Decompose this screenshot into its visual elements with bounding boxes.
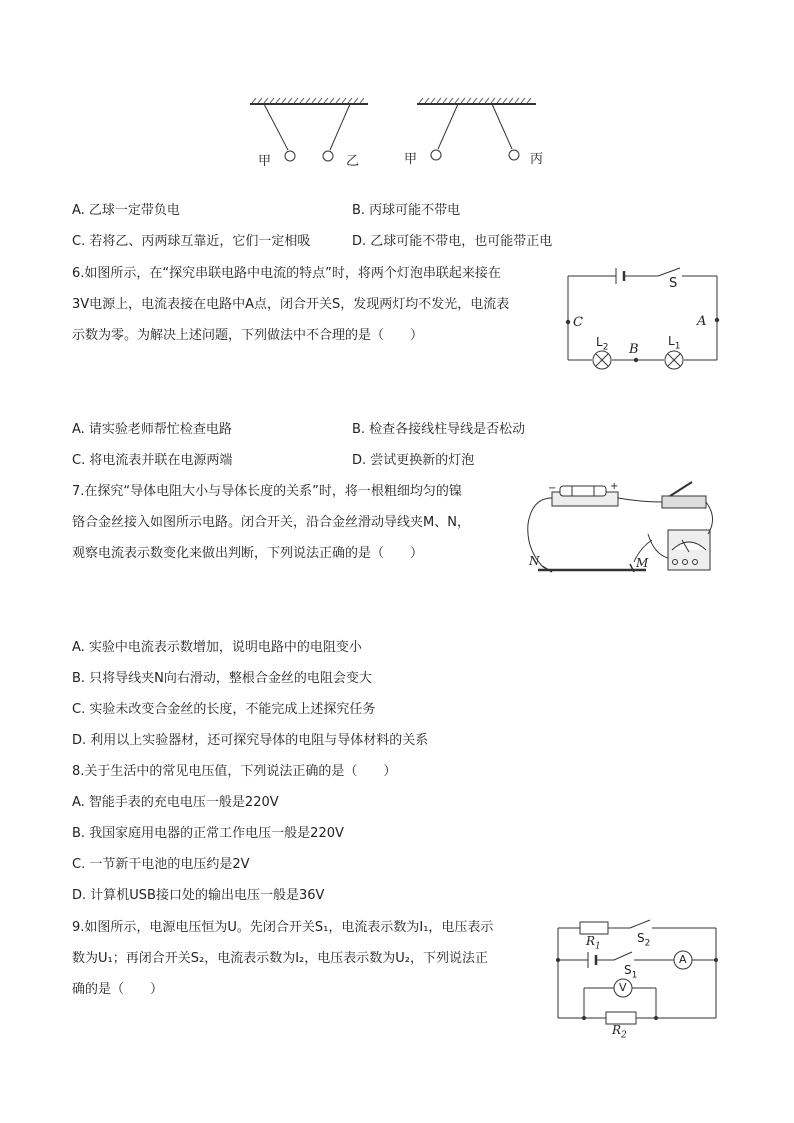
q8-option-d: D. 计算机USB接口处的输出电压一般是36V <box>72 888 325 903</box>
q7-stem-line-2: 铬合金丝接入如图所示电路。闭合开关，沿合金丝滑动导线夹M、N， <box>72 515 470 530</box>
lamp-label-l1: $L_1$ <box>668 334 681 352</box>
q6-option-d: D. 尝试更换新的灯泡 <box>352 453 475 468</box>
q6-stem-line-3: 示数为零。为解决上述问题，下列做法中不合理的是（ ） <box>72 328 424 343</box>
q8-stem: 8.关于生活中的常见电压值，下列说法正确的是（ ） <box>72 764 397 779</box>
q9-stem-line-1: 9.如图所示，电源电压恒为U。先闭合开关S₁，电流表示数为I₁，电压表示 <box>72 920 494 935</box>
q7-option-d: D. 利用以上实验器材，还可探究导体的电阻与导体材料的关系 <box>72 733 429 748</box>
q5-option-c: C. 若将乙、丙两球互靠近，它们一定相吸 <box>72 234 311 249</box>
q5-option-a: A. 乙球一定带负电 <box>72 203 180 218</box>
q7-option-c: C. 实验未改变合金丝的长度，不能完成上述探究任务 <box>72 702 376 717</box>
clip-label-n: N <box>529 554 540 568</box>
q6-option-c: C. 将电流表并联在电源两端 <box>72 453 233 468</box>
q9-stem-line-3: 确的是（ ） <box>72 982 164 997</box>
ball-label-jia-1: 甲 <box>258 154 272 169</box>
q6-stem-line-2: 3V电源上，电流表接在电路中A点，闭合开关S，发现两灯均不发光，电流表 <box>72 297 510 312</box>
q7-stem-line-3: 观察电流表示数变化来做出判断，下列说法正确的是（ ） <box>72 546 424 561</box>
q6-stem-line-1: 6.如图所示，在“探究串联电路中电流的特点”时，将两个灯泡串联起来接在 <box>72 266 501 281</box>
resistor-label-r1: $R_1$ <box>586 934 601 952</box>
charged-balls-figure <box>240 94 560 174</box>
lamp-label-l2: $L_2$ <box>596 335 609 353</box>
q8-option-c: C. 一节新干电池的电压约是2V <box>72 857 250 872</box>
switch-label-s2: $S_2$ <box>637 931 651 949</box>
switch-label-s1: $S_1$ <box>624 963 638 981</box>
q7-stem-line-1: 7.在探究“导体电阻大小与导体长度的关系”时，将一根粗细均匀的镍 <box>72 484 462 499</box>
q8-option-a: A. 智能手表的充电电压一般是220V <box>72 795 279 810</box>
switch-label-s: S <box>669 276 678 291</box>
q6-option-a: A. 请实验老师帮忙检查电路 <box>72 422 232 437</box>
point-label-c: C <box>573 315 583 330</box>
q7-option-a: A. 实验中电流表示数增加，说明电路中的电阻变小 <box>72 640 362 655</box>
q5-option-d: D. 乙球可能不带电，也可能带正电 <box>352 234 553 249</box>
point-label-a: A <box>697 314 707 329</box>
ammeter-label-a: A <box>679 953 687 966</box>
ball-label-yi: 乙 <box>346 154 360 169</box>
ball-label-bing: 丙 <box>530 152 544 167</box>
ball-label-jia-2: 甲 <box>404 152 418 167</box>
resistor-label-r2: $R_2$ <box>612 1023 627 1041</box>
battery-minus-label: − <box>548 483 557 494</box>
q8-option-b: B. 我国家庭用电器的正常工作电压一般是220V <box>72 826 344 841</box>
q5-option-b: B. 丙球可能不带电 <box>352 203 461 218</box>
q7-option-b: B. 只将导线夹N向右滑动，整根合金丝的电阻会变大 <box>72 671 372 686</box>
q9-stem-line-2: 数为U₁；再闭合开关S₂，电流表示数为I₂，电压表示数为U₂，下列说法正 <box>72 951 488 966</box>
clip-label-m: M <box>636 556 649 570</box>
q6-option-b: B. 检查各接线柱导线是否松动 <box>352 422 526 437</box>
point-label-b: B <box>629 342 639 357</box>
voltmeter-label-v: V <box>619 981 627 994</box>
battery-plus-label: + <box>610 481 619 492</box>
